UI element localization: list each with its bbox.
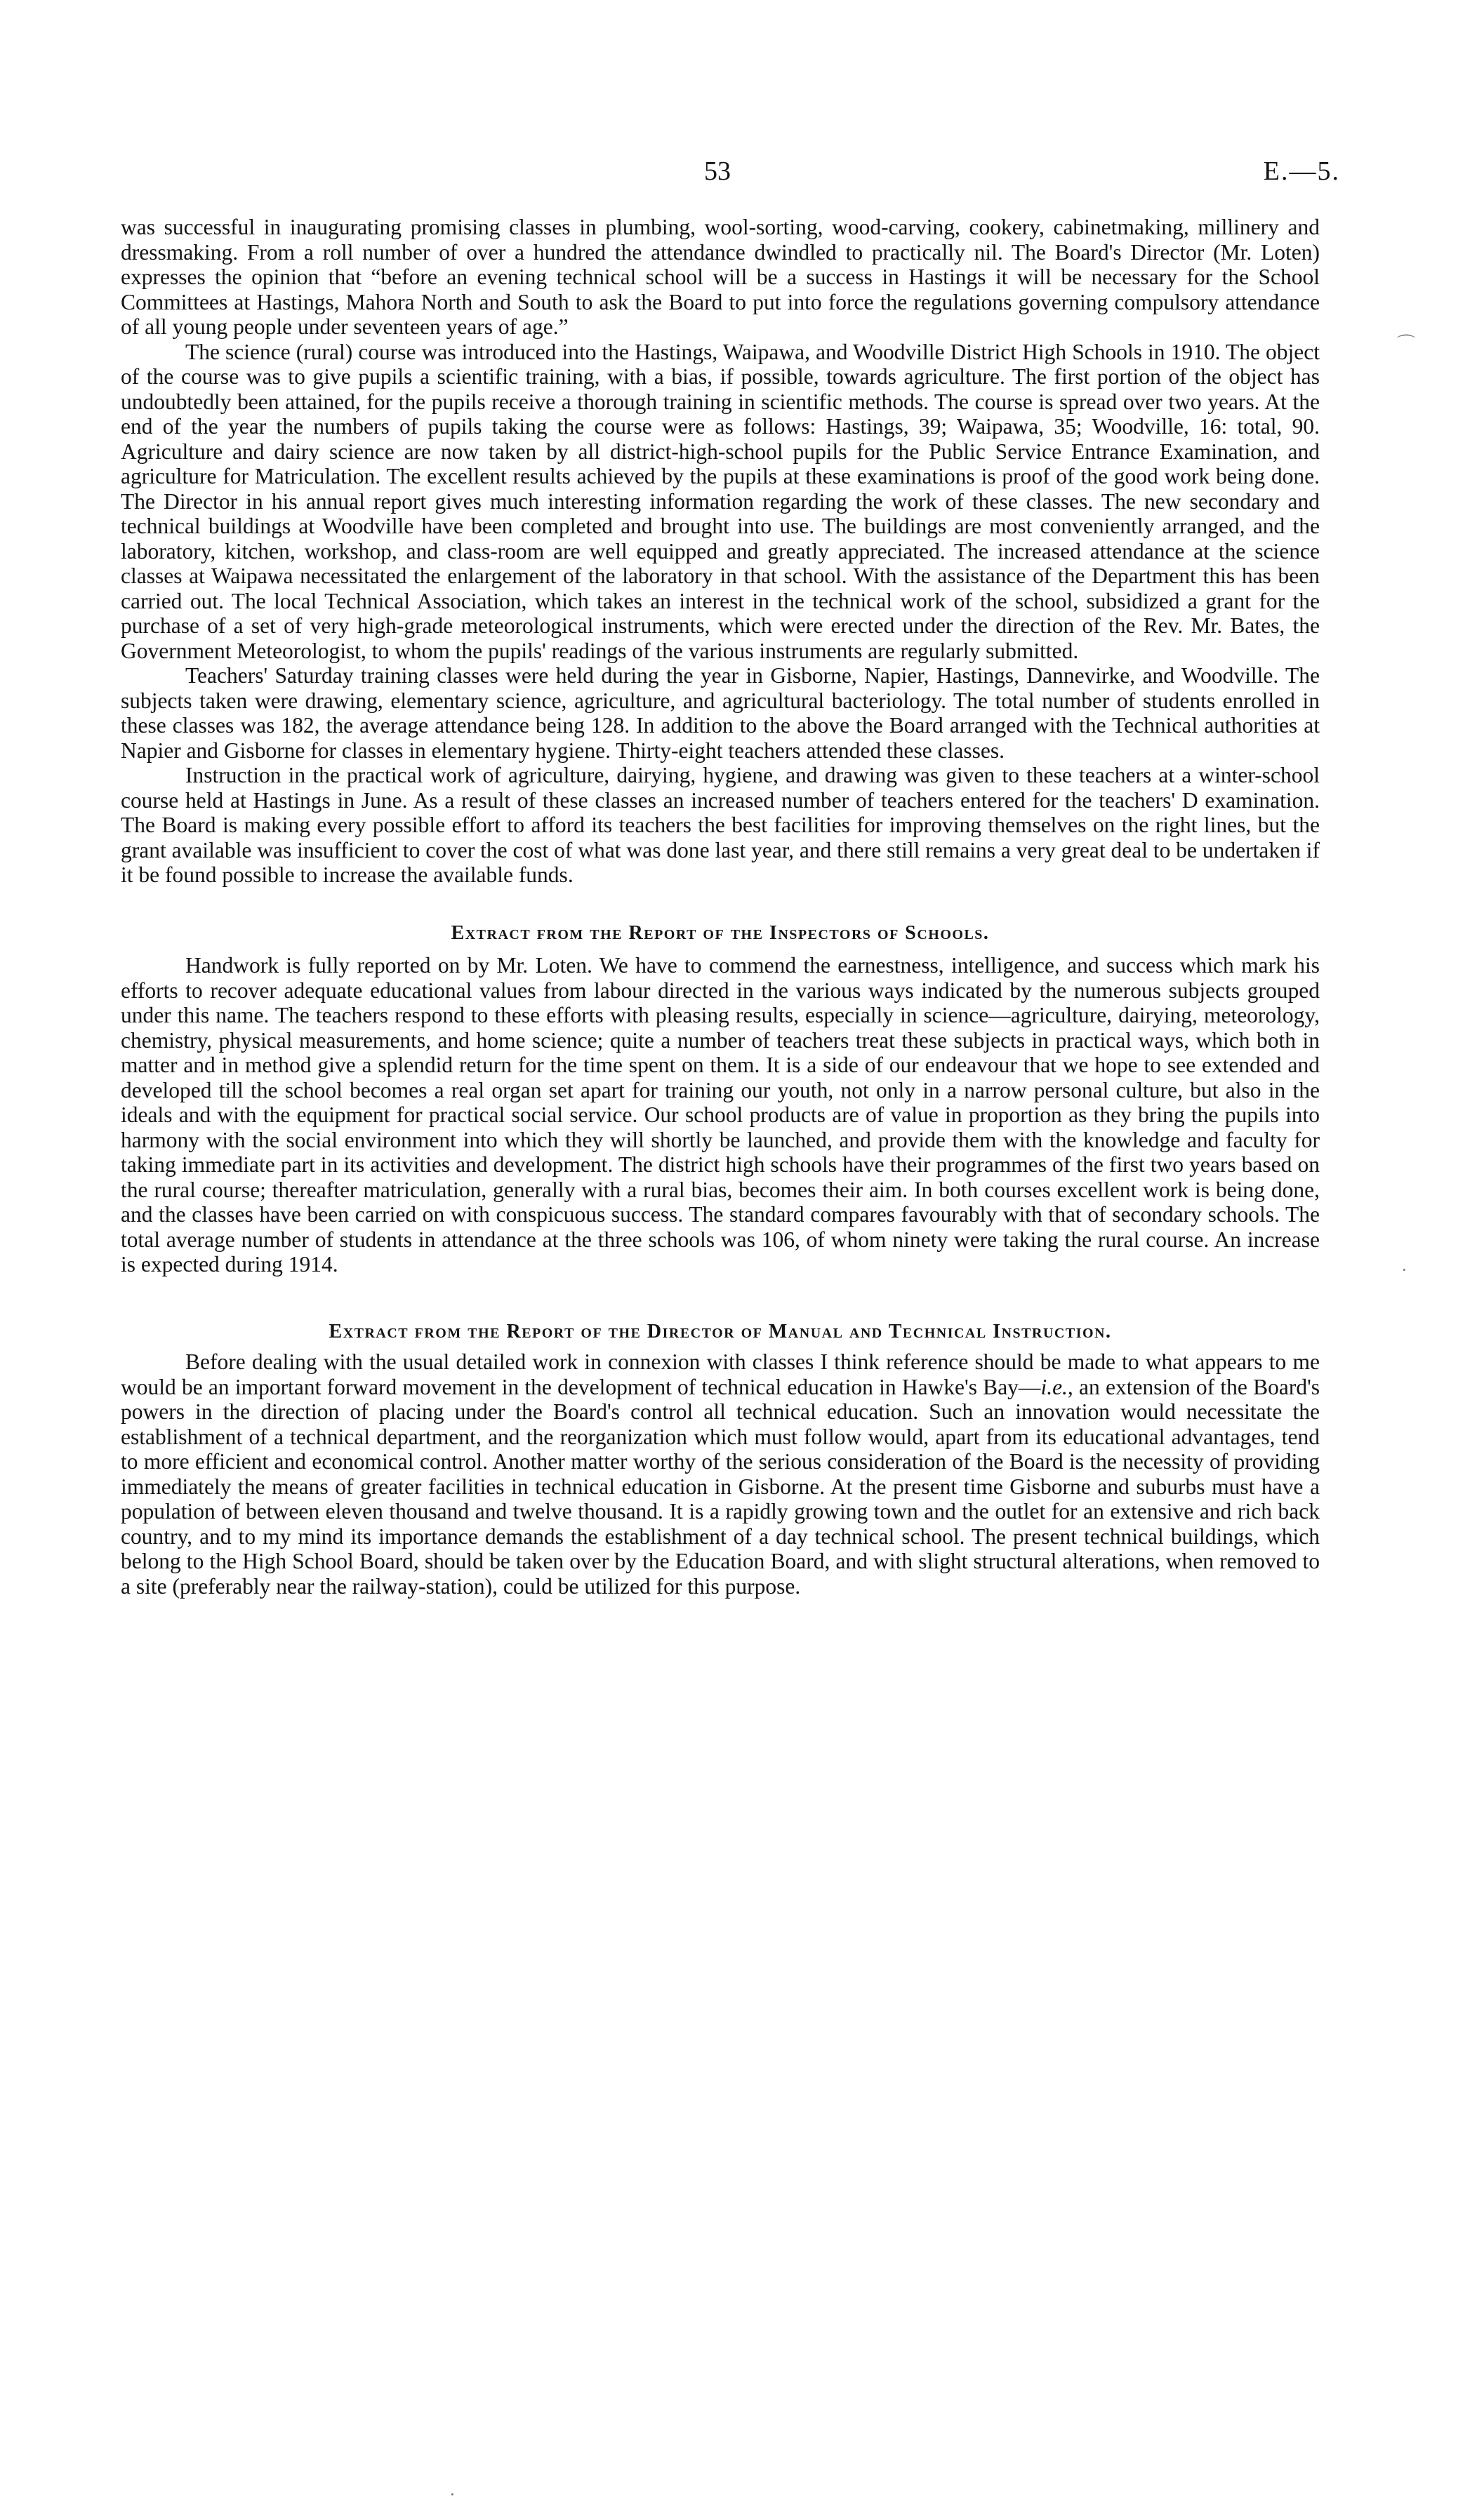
article-body (121, 215, 1320, 1599)
paragraph-text: Before dealing with the usual detailed work in connexion with classes I think reference should be made to what appears to me would be an important forward movement in the development of technical education in Hawke's Bay— (121, 1349, 1320, 1399)
paragraph-teachers-saturday-classes: Teachers' Saturday training classes were held during the year in Gisborne, Napier, Hastings, Dannevirke, and Woodville. The subjects taken were drawing, elementary science, agriculture, and agricultural bacteriology. The total number of students enrolled in these classes was 182, the average attendance being 128. In addition to the above the Board arranged with the Technical authorities at Napier and Gisborne for classes in elementary hygiene. Thirty-eight teachers attended these classes. (121, 663, 1320, 763)
paragraph-handwork: Handwork is fully reported on by Mr. Loten. We have to commend the earnestness, intelligence, and success which mark his efforts to recover adequate educational values from labour directed in the various ways indicated by the numerous subjects grouped under this name. The teachers respond to these efforts with pleasing results, especially in science—agriculture, dairying, meteorology, chemistry, physical measurements, and home science; quite a number of teachers treat these subjects in practical ways, which both in matter and in method give a splendid return for the time spent on them. It is a side of our endeavour that we hope to see extended and developed till the school becomes a real organ set apart for training our youth, not only in a narrow personal culture, but also in the ideals and with the equipment for practical social service. Our school products are of value in proportion as they bring the pupils into harmony with the social environment into which they will shortly be launched, and provide them with the knowledge and faculty for taking immediate part in its activities and development. The district high schools have their programmes of the first two years based on the rural course; thereafter matriculation, generally with a rural bias, becomes their aim. In both courses excellent work is being done, and the classes have been carried on with conspicuous success. The standard compares favourably with that of secondary schools. The total average number of students in attendance at the three schools was 106, of whom ninety were taking the rural course. An increase is expected during 1914. (121, 953, 1320, 1276)
margin-mark: ⌒ (1397, 334, 1416, 354)
running-head: E.—5. (1263, 156, 1340, 186)
margin-mark: · (1401, 1260, 1407, 1280)
paragraph-evening-classes: was successful in inaugurating promising classes in plumbing, wool-sorting, wood-carving, cookery, cabinetmaking, millinery and dressmaking. From a roll number of over a hundred the attendance dwindled to practically nil. The Board's Director (Mr. Loten) expresses the opinion that “before an evening technical school will be a success in Hastings it will be necessary for the School Committees at Hastings, Mahora North and South to ask the Board to put into force the regulations governing compulsory attendance of all young people under seventeen years of age.” (121, 215, 1320, 339)
paragraph-science-course: The science (rural) course was introduced into the Hastings, Waipawa, and Woodville District High Schools in 1910. The object of the course was to give pupils a scientific training, with a bias, if possible, towards agriculture. The first portion of the object has undoubtedly been attained, for the pupils receive a thorough training in scientific methods. The course is spread over two years. At the end of the year the numbers of pupils taking the course were as follows: Hastings, 39; Waipawa, 35; Woodville, 16: total, 90. Agriculture and dairy science are now taken by all district-high-school pupils for the Public Service Entrance Examination, and agriculture for Matriculation. The excellent results achieved by the pupils at these examinations is proof of the good work being done. The Director in his annual report gives much interesting information regarding the work of these classes. The new secondary and technical buildings at Woodville have been completed and brought into use. The buildings are most conveniently arranged, and the laboratory, kitchen, workshop, and class-room are well equipped and greatly appreciated. The increased attendance at the science classes at Waipawa necessitated the enlargement of the laboratory in that school. With the assistance of the Department this has been carried out. The local Technical Association, which takes an interest in the technical work of the school, subsidized a grant for the purchase of a set of very high-grade meteorological instruments, which were erected under the direction of the Rev. Mr. Bates, the Government Meteorologist, to whom the pupils' readings of the various instruments are regularly submitted. (121, 339, 1320, 663)
margin-mark: · (449, 2484, 456, 2505)
paragraph-text: , an extension of the Board's powers in the direction of placing under the Board's control all technical education. Such an innovation would necessitate the establishment of a technical department, and the reorganization which must follow would, apart from its educational advantages, tend to more efficient and economical control. Another matter worthy of the serious consideration of the Board is the necessity of providing immediately the means of greater facilities in technical education in Gisborne. At the present time Gisborne and suburbs must have a population of between eleven thousand and twelve thousand. It is a rapidly growing town and the outlet for an extensive and rich back country, and to my mind its importance demands the establishment of a day technical school. The present technical buildings, which belong to the High School Board, should be taken over by the Education Board, and with slight structural alterations, when removed to a site (preferably near the railway-station), could be utilized for this purpose. (121, 1374, 1320, 1599)
page-number: 53 (704, 156, 731, 186)
paragraph-winter-school: Instruction in the practical work of agriculture, dairying, hygiene, and drawing was given to these teachers at a winter-school course held at Hastings in June. As a result of these classes an increased number of teachers entered for the teachers' D examination. The Board is making every possible effort to afford its teachers the best facilities for improving themselves on the right lines, but the grant available was insufficient to cover the cost of what was done last year, and there still remains a very great deal to be undertaken if it be found possible to increase the available funds. (121, 763, 1320, 887)
paragraph-technical-education (121, 1349, 1320, 1599)
italic-ie: i.e. (1040, 1374, 1068, 1399)
section-heading-inspectors: Extract from the Report of the Inspectors of Schools. (451, 921, 990, 944)
section-heading-director: Extract from the Report of the Director of Manual and Technical Instruction. (329, 1320, 1112, 1342)
